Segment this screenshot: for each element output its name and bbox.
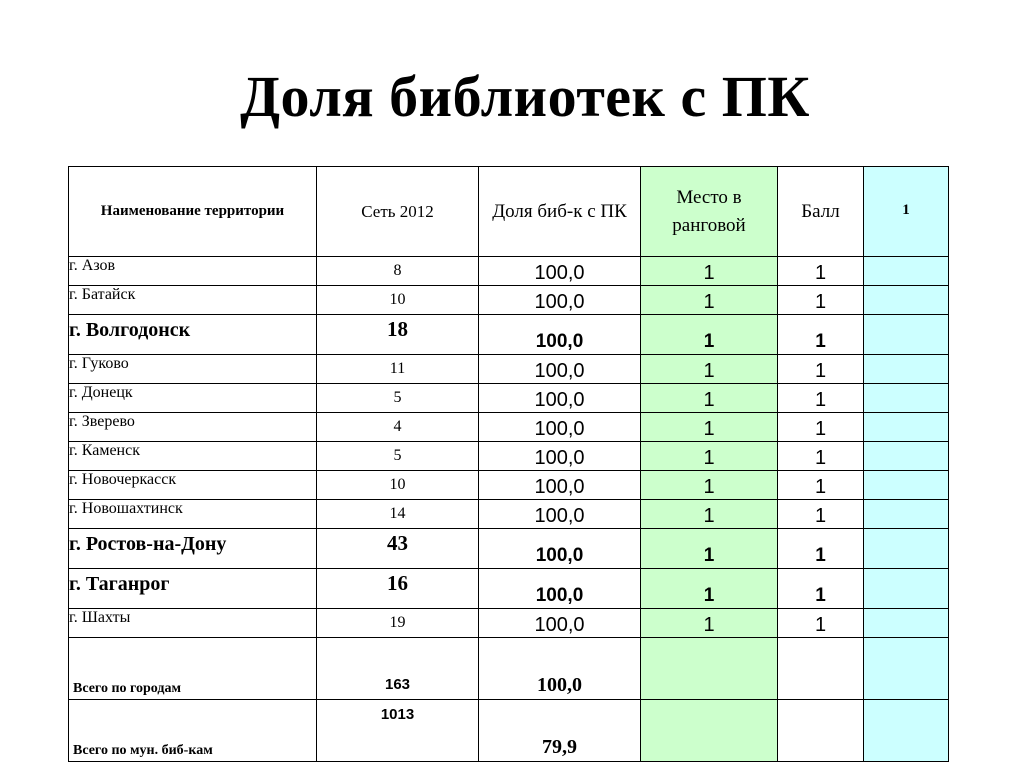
total-dolya: 79,9 — [479, 700, 641, 762]
table-row — [69, 413, 949, 442]
total-name: Всего по мун. биб-кам — [69, 700, 317, 762]
cell-mesto: 1 — [641, 569, 778, 609]
cell-ball: 1 — [778, 315, 864, 355]
cell-name: г. Новошахтинск — [69, 500, 317, 529]
cell-extra — [864, 355, 949, 384]
header-mesto: Место в ранговой — [641, 167, 778, 257]
cell-name: г. Новочеркасск — [69, 471, 317, 500]
header-extra: 1 — [864, 167, 949, 257]
cell-dolya: 100,0 — [479, 609, 641, 638]
total-seti: 1013 — [317, 700, 479, 762]
cell-mesto: 1 — [641, 315, 778, 355]
header-row — [69, 167, 949, 257]
cell-dolya: 100,0 — [479, 442, 641, 471]
table-row — [69, 609, 949, 638]
table-row — [69, 384, 949, 413]
cell-seti: 11 — [317, 355, 479, 384]
total-extra — [864, 700, 949, 762]
libraries-table — [68, 166, 949, 762]
cell-name: г. Азов — [69, 257, 317, 286]
cell-seti: 19 — [317, 609, 479, 638]
cell-mesto: 1 — [641, 413, 778, 442]
table-row — [69, 500, 949, 529]
cell-ball: 1 — [778, 442, 864, 471]
cell-ball: 1 — [778, 609, 864, 638]
header-name: Наименование территории — [69, 167, 317, 257]
cell-seti: 5 — [317, 442, 479, 471]
cell-dolya: 100,0 — [479, 500, 641, 529]
cell-dolya: 100,0 — [479, 355, 641, 384]
cell-ball: 1 — [778, 355, 864, 384]
cell-dolya: 100,0 — [479, 257, 641, 286]
total-mesto — [641, 700, 778, 762]
total-row-municipal — [69, 700, 949, 762]
cell-ball: 1 — [778, 500, 864, 529]
cell-seti: 4 — [317, 413, 479, 442]
cell-mesto: 1 — [641, 442, 778, 471]
cell-extra — [864, 569, 949, 609]
cell-dolya: 100,0 — [479, 471, 641, 500]
cell-extra — [864, 384, 949, 413]
cell-mesto: 1 — [641, 471, 778, 500]
cell-name: г. Каменск — [69, 442, 317, 471]
cell-ball: 1 — [778, 257, 864, 286]
cell-seti: 16 — [317, 569, 479, 609]
total-name: Всего по городам — [69, 638, 317, 700]
total-ball — [778, 638, 864, 700]
table-row — [69, 315, 949, 355]
cell-mesto: 1 — [641, 529, 778, 569]
total-extra — [864, 638, 949, 700]
cell-name: г. Волгодонск — [69, 315, 317, 355]
cell-extra — [864, 442, 949, 471]
cell-seti: 14 — [317, 500, 479, 529]
cell-mesto: 1 — [641, 500, 778, 529]
cell-ball: 1 — [778, 471, 864, 500]
cell-ball: 1 — [778, 569, 864, 609]
cell-dolya: 100,0 — [479, 529, 641, 569]
cell-extra — [864, 413, 949, 442]
cell-mesto: 1 — [641, 257, 778, 286]
cell-extra — [864, 286, 949, 315]
cell-mesto: 1 — [641, 384, 778, 413]
cell-seti: 10 — [317, 471, 479, 500]
cell-name: г. Донецк — [69, 384, 317, 413]
cell-dolya: 100,0 — [479, 315, 641, 355]
cell-name: г. Шахты — [69, 609, 317, 638]
cell-seti: 5 — [317, 384, 479, 413]
total-mesto — [641, 638, 778, 700]
cell-dolya: 100,0 — [479, 286, 641, 315]
table-row — [69, 529, 949, 569]
table-row — [69, 257, 949, 286]
cell-dolya: 100,0 — [479, 413, 641, 442]
cell-extra — [864, 257, 949, 286]
cell-seti: 18 — [317, 315, 479, 355]
cell-name: г. Ростов-на-Дону — [69, 529, 317, 569]
cell-name: г. Таганрог — [69, 569, 317, 609]
total-seti: 163 — [317, 638, 479, 700]
total-dolya: 100,0 — [479, 638, 641, 700]
table-row — [69, 471, 949, 500]
cell-mesto: 1 — [641, 609, 778, 638]
header-ball: Балл — [778, 167, 864, 257]
cell-ball: 1 — [778, 384, 864, 413]
cell-ball: 1 — [778, 286, 864, 315]
cell-ball: 1 — [778, 413, 864, 442]
table-row — [69, 569, 949, 609]
cell-seti: 43 — [317, 529, 479, 569]
total-ball — [778, 700, 864, 762]
header-dolya: Доля биб-к с ПК — [479, 167, 641, 257]
cell-extra — [864, 500, 949, 529]
total-row-cities — [69, 638, 949, 700]
cell-name: г. Гуково — [69, 355, 317, 384]
cell-mesto: 1 — [641, 286, 778, 315]
cell-extra — [864, 315, 949, 355]
cell-name: г. Зверево — [69, 413, 317, 442]
cell-extra — [864, 609, 949, 638]
cell-dolya: 100,0 — [479, 384, 641, 413]
cell-dolya: 100,0 — [479, 569, 641, 609]
header-seti: Сеть 2012 — [317, 167, 479, 257]
cell-name: г. Батайск — [69, 286, 317, 315]
cell-extra — [864, 529, 949, 569]
cell-seti: 10 — [317, 286, 479, 315]
page-title: Доля библиотек с ПК — [240, 64, 810, 129]
table-row — [69, 442, 949, 471]
cell-seti: 8 — [317, 257, 479, 286]
cell-mesto: 1 — [641, 355, 778, 384]
table-row — [69, 355, 949, 384]
cell-extra — [864, 471, 949, 500]
table-row — [69, 286, 949, 315]
cell-ball: 1 — [778, 529, 864, 569]
